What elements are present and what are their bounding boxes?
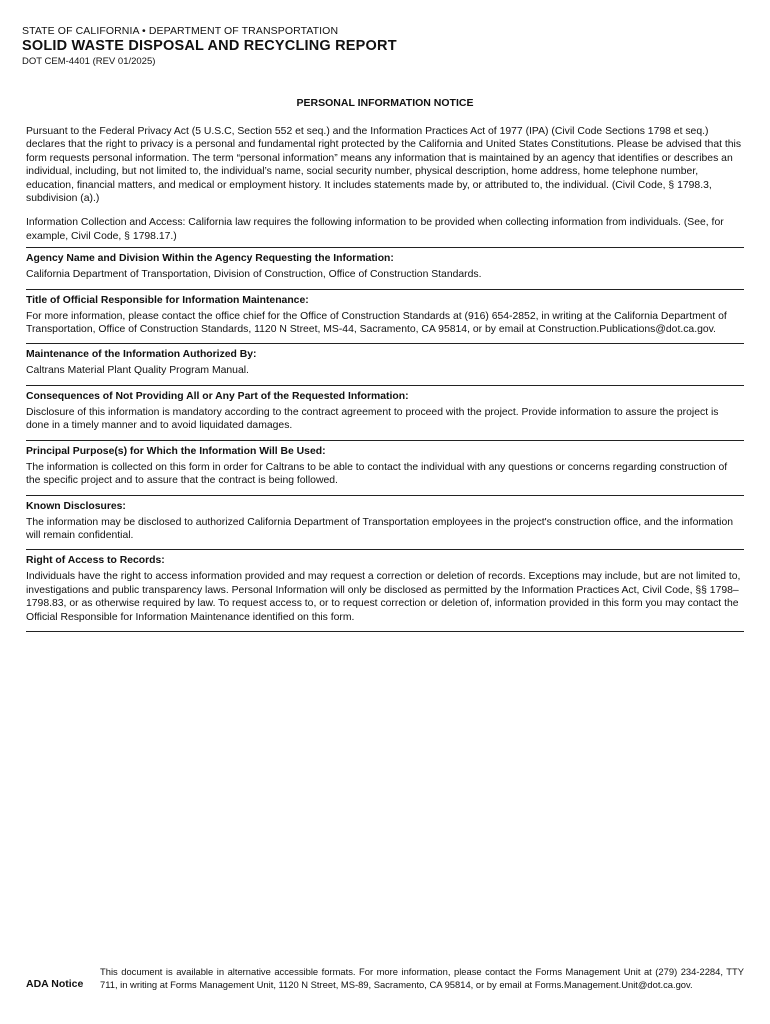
- section-consequences: [26, 385, 744, 436]
- notice-collection: Information Collection and Access: California law requires the following information to be provided when collecting information from individuals. (See, for example, Civil Code, § 1798.17.): [26, 217, 724, 242]
- section-heading: Agency Name and Division Within the Agency Requesting the Information:: [26, 253, 394, 265]
- section-end-rule: [26, 631, 744, 632]
- section-heading: Known Disclosures:: [26, 500, 126, 512]
- section-body: The information may be disclosed to authorized California Department of Transportation employees in the project's construction office, and the information will remain confidential.: [26, 516, 733, 541]
- ada-label: ADA Notice: [26, 978, 84, 990]
- section-disclosures: [26, 495, 744, 546]
- section-heading: Title of Official Responsible for Information Maintenance:: [26, 294, 309, 306]
- notice-heading: PERSONAL INFORMATION NOTICE: [296, 97, 474, 109]
- section-body: The information is collected on this form in order for Caltrans to be able to contact the individual with any questions or concerns regarding construction of the specific project and to assure that the contract is being followed.: [26, 461, 728, 487]
- section-body: Individuals have the right to access information provided and may request a correction or deletion of records. Exceptions may include, but are not limited to, investigations and public transparency laws. Personal Information will only be disclosed as permitted by the Information Practices Act, Civil Code, §§ 1798–1798.83, or as otherwise required by law. To request access to, or to request correction or deletion of, information provided in this form you may contact the Official Responsible for Information Maintenance identified on this form.: [26, 571, 741, 623]
- section-heading: Right of Access to Records:: [26, 555, 165, 567]
- section-body: For more information, please contact the office chief for the Office of Construction Standards at (916) 654-2852, in writing at the California Department of Transportation, Office of Construction Standards, 1120 N Street, MS-44, Sacramento, CA 95814, or by email at Construction.Publications@dot.ca.gov.: [26, 310, 727, 336]
- form-title: SOLID WASTE DISPOSAL AND RECYCLING REPORT: [22, 38, 397, 54]
- section-access: [26, 549, 744, 627]
- section-heading: Principal Purpose(s) for Which the Information Will Be Used:: [26, 445, 326, 457]
- section-body: Caltrans Material Plant Quality Program Manual.: [26, 365, 249, 377]
- section-heading: Consequences of Not Providing All or Any Part of the Requested Information:: [26, 390, 409, 402]
- agency-line: STATE OF CALIFORNIA • DEPARTMENT OF TRANSPORTATION: [22, 25, 339, 37]
- notice-content: [26, 125, 744, 632]
- notice-intro: Pursuant to the Federal Privacy Act (5 U.S.C, Section 552 et seq.) and the Information Practices Act of 1977 (IPA) (Civil Code Sections 1798 et seq.) declares that the right to privacy is a personal and fundamental right protected by the California and United States Constitutions. Please be advised that this form requests personal information. The term “personal information” means any information that is maintained by an agency that identifies or describes an individual, including, but not limited to, the individual’s name, social security number, physical description, home address, home telephone number, education, financial matters, and medical or employment history. It includes statements made by, or attributed to, the individual. (Civil Code, § 1798.3, subdivision (a).): [26, 126, 742, 205]
- section-purpose: [26, 440, 744, 491]
- section-heading: Maintenance of the Information Authorized By:: [26, 349, 257, 361]
- section-agency: [26, 247, 744, 284]
- section-body: California Department of Transportation, Division of Construction, Office of Construction Standards.: [26, 269, 482, 281]
- ada-text: This document is available in alternative accessible formats. For more information, please contact the Forms Management Unit at (279) 234-2284, TTY 711, in writing at Forms Management Unit, 1120 N Street, MS-89, Sacramento, CA 95814, or by email at Forms.Management.Unit@dot.ca.gov.: [100, 966, 744, 990]
- section-body: Disclosure of this information is mandatory according to the contract agreement to proceed with the project. Provide information to assure the project is done in a timely manner and to avoid liquidated damages.: [26, 406, 719, 432]
- form-number: DOT CEM-4401 (REV 01/2025): [22, 56, 156, 67]
- section-official: [26, 289, 744, 340]
- section-maintenance: [26, 343, 744, 380]
